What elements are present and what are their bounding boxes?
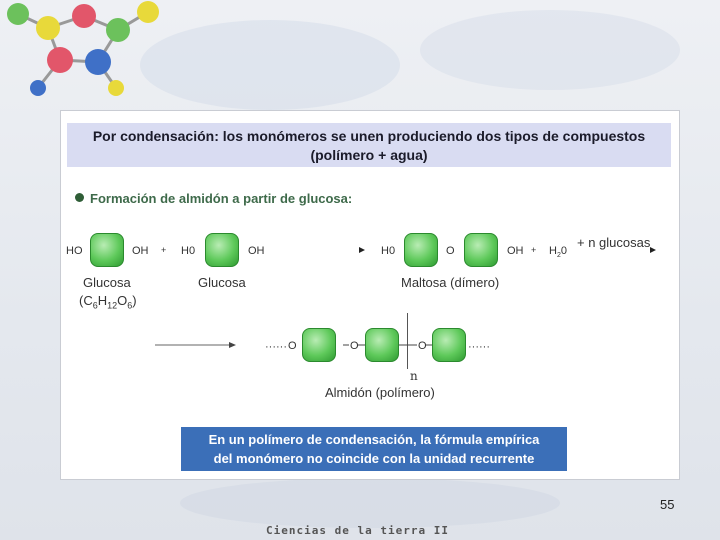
oxygen-bridge: O [418, 340, 427, 352]
formula-c-count: 6 [92, 300, 98, 311]
chain-dots: ······ [468, 341, 490, 353]
chain-dots: ······ [265, 341, 287, 353]
slide-panel [60, 110, 680, 480]
subtitle-text: Formación de almidón a partir de glucosa: [90, 191, 353, 206]
header-line-1: Por condensación: los monómeros se unen produciendo dos tipos de compuestos [92, 128, 646, 144]
note-line-2: del monómero no coincide con la unidad recurrente [213, 451, 535, 466]
footer-text: Ciencias de la tierra II [266, 524, 449, 537]
plus-sign: + [531, 245, 537, 255]
note-line-1: En un polímero de condensación, la fórmula empírica [208, 432, 540, 447]
arrow-head-icon [229, 342, 236, 348]
hydroxyl-label: OH [248, 245, 265, 257]
background-blob [140, 20, 400, 110]
oxygen-bridge: O [350, 340, 359, 352]
glucosa-label: Glucosa [198, 275, 246, 290]
formula-o: O [117, 293, 128, 308]
background-blob [420, 10, 680, 90]
water-o: 0 [560, 245, 567, 257]
formula-prefix: (C [79, 293, 93, 308]
formula-o-count: 6 [127, 300, 133, 311]
maltosa-label: Maltosa (dímero) [401, 275, 500, 290]
water-subscript: 2 [556, 252, 561, 260]
plus-sign: + [161, 245, 167, 255]
extra-glucose-label: + n glucosas [577, 235, 651, 250]
oxygen-bridge: O [446, 245, 455, 257]
hydroxyl-label: OH [132, 245, 149, 257]
almidon-label: Almidón (polímero) [325, 385, 435, 400]
hydroxyl-label: H0 [181, 245, 196, 257]
arrow-head-icon [650, 247, 656, 253]
oxygen-bridge: O [288, 340, 297, 352]
formula-suffix: ) [132, 293, 137, 308]
hydroxyl-label: HO [66, 245, 83, 257]
glucosa-label: Glucosa [83, 275, 131, 290]
formula-h-count: 12 [107, 300, 118, 311]
formula-h: H [97, 293, 108, 308]
header-line-2: (polímero + agua) [310, 147, 428, 163]
page-number: 55 [660, 497, 675, 512]
water-h: H [549, 245, 557, 257]
arrow-head-icon [359, 247, 365, 253]
reaction-arrows [61, 111, 679, 479]
hydroxyl-label: OH [507, 245, 524, 257]
repeat-n-label: n [410, 369, 418, 383]
hydroxyl-label: H0 [381, 245, 396, 257]
background-blob [180, 478, 560, 528]
molecule-logo [0, 0, 170, 110]
